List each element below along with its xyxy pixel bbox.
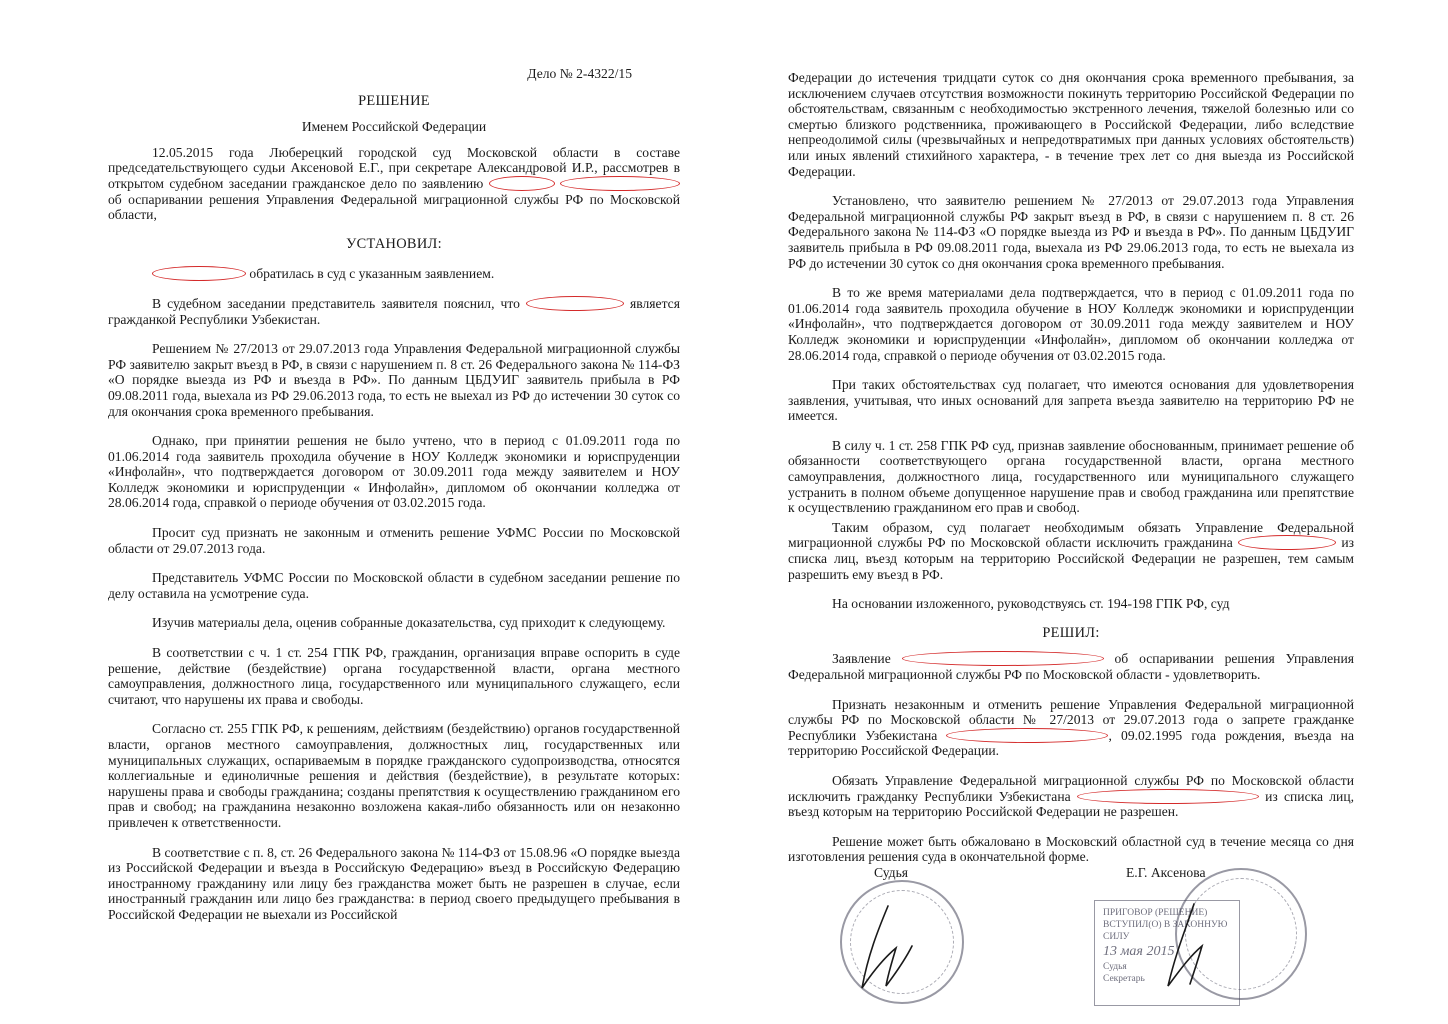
recognize-text-1: Признать незаконным и отменить решение Управления Федеральной миграционной службы РФ по Московской области № 27/2013 от 29.07.2013 года о запрете гражданке Республики Узбекистана [788, 696, 1354, 743]
continuation-paragraph: Федерации до истечения тридцати суток со дня окончания срока временного пребывания, за исключением случаев отсутствия возможности покинуть территорию Российской Федерации по обстоятельствам, связанным с необходимостью экстренного лечения, тяжелой болезнью или со смертью близкого родственника, проживающего в Российской Федерации, либо вследствие непреодолимой силы (чрезвычайных и непредотвратимых при данных условиях обстоятельств) или иных явлений стихийного характера, - в течение трех лет со дня выезда из Российской Федерации. [788, 70, 1354, 179]
recognize-paragraph [788, 697, 1354, 759]
appeal-paragraph: Решение может быть обжаловано в Московский областной суд в течение месяца со дня изготовления решения суда в окончательной форме. [788, 833, 1354, 865]
right-page [724, 0, 1448, 1024]
studied-paragraph: Изучив материалы дела, оценив собранные доказательства, суд приходит к следующему. [152, 615, 666, 631]
statement-paragraph [788, 651, 1354, 682]
intro-text-2: об оспаривании решения Управления Федеральной миграционной службы РФ по Московской области, [108, 191, 680, 223]
representative-paragraph [108, 296, 680, 327]
left-text-column [108, 66, 680, 937]
circumstances-paragraph: При таких обстоятельствах суд полагает, что имеются основания для удовлетворения заявления, учитывая, что иных оснований для запрета въезда заявителю на территорию РФ не имеется. [788, 377, 1354, 424]
judge-signature-left-icon [848, 900, 928, 996]
intro-text-1: 12.05.2015 года Люберецкий городской суд Московской области в составе председательствующего судьи Аксеновой Е.Г., при секретаре Александровой И.Р., рассмотрев в открытом судебном заседании гражданское дело по заявлению [108, 144, 680, 191]
thus-text-2: из списка лиц, въезд которым на территорию Российской Федерации не разрешен, тем самым разрешить ему въезд в РФ. [788, 535, 1354, 582]
however-paragraph: Однако, при принятии решения не было учтено, что в период с 01.09.2011 года по 01.06.2014 года заявитель проходила обучение в НОУ Колледж экономики и юриспруденции «Инфолайн», что подтверждается договором от 30.09.2011 года между заявителем и НОУ Колледж экономики и юриспруденции « Инфолайн», дипломом об окончании колледжа от 28.06.2014 года, справкой о периоде обучения от 03.02.2015 года. [108, 433, 680, 511]
redaction-mark [560, 176, 680, 191]
statement-text-2: об оспаривании решения Управления Федеральной миграционной службы РФ по Московской области - удовлетворить. [788, 651, 1354, 682]
right-text-column [788, 70, 1354, 879]
stamp-line-2: ВСТУПИЛ(О) В ЗАКОННУЮ СИЛУ [1103, 920, 1228, 942]
thus-text-1: Таким образом, суд полагает необходимым обязать Управление Федеральной миграционной службы РФ по Московской области исключить гражданина [788, 519, 1354, 551]
redaction-mark [1077, 789, 1259, 804]
applied-text: обратилась в суд с указанным заявлением. [249, 266, 495, 282]
oblige-paragraph [788, 773, 1354, 820]
stamp-line-5: Секретарь [1103, 974, 1145, 984]
recognize-text-2: , 09.02.1995 года рождения, въезда на территорию Российской Федерации. [788, 727, 1354, 759]
document-title: РЕШЕНИЕ [358, 92, 430, 109]
oblige-text-1: Обязать Управление Федеральной миграционной службы РФ по Московской области исключить гражданку Республики Узбекистана [788, 772, 1354, 804]
redaction-mark [902, 651, 1104, 666]
case-number: Дело № 2-4322/15 [527, 66, 632, 81]
representative-text-2: является гражданкой Республики Узбекистан. [108, 295, 680, 327]
redaction-mark [152, 266, 246, 281]
applied-paragraph [108, 266, 680, 282]
request-paragraph: Просит суд признать не законным и отменить решение УФМС России по Московской области от 29.07.2013 года. [108, 525, 680, 556]
redaction-mark [946, 728, 1108, 743]
decision-paragraph: Решением № 27/2013 от 29.07.2013 года Управления Федеральной миграционной службы РФ заявителю закрыт въезд в РФ, в связи с нарушением п. 8 ст. 26 Федерального закона № 114-ФЗ «О порядке выезда из РФ и въезда в РФ». По данным ЦБДУИГ заявитель прибыла в РФ 09.08.2011 года, выехала из РФ 29.06.2013 года, то есть не выехал из РФ до истечении 30 суток со для окончания срока временного пребывания. [108, 341, 680, 419]
meanwhile-paragraph: В то же время материалами дела подтверждается, что в период с 01.09.2011 года по 01.06.2014 года заявитель проходила обучение в НОУ Колледж экономики и юриспруденции «Инфолайн», что подтверждается договором от 30.09.2011 года между заявителем и НОУ Колледж экономики и юриспруденции «Инфолайн», дипломом об окончании колледжа от 28.06.2014 года, справкой о периоде обучения от 03.02.2015 года. [788, 285, 1354, 363]
article-254-paragraph: В соответствии с ч. 1 ст. 254 ГПК РФ, гражданин, организация вправе оспорить в суде решение, действие (бездействие) органа государственной власти, органа местного самоуправления, должностного лица, государственного или муниципального служащего, если считают, что нарушены их права и свободы. [108, 645, 680, 707]
established-heading: УСТАНОВИЛ: [346, 235, 442, 252]
established-paragraph: Установлено, что заявителю решением № 27/2013 от 29.07.2013 года Управления Федеральной миграционной службы РФ закрыт въезд в РФ, в связи с нарушением п. 8 ст. 26 Федерального закона № 114-ФЗ «О порядке выезда из РФ и въезда в РФ». По данным ЦБДУИГ заявитель прибыла в РФ 09.08.2011 года, выехала из РФ 29.06.2013 года, то есть не выехала из РФ до истечении 30 суток со дня окончания срока временного пребывания. [788, 193, 1354, 271]
stamp-line-4: Судья [1103, 962, 1127, 972]
basis-paragraph: На основании изложенного, руководствуясь ст. 194-198 ГПК РФ, суд [832, 596, 1230, 612]
redaction-mark [1238, 535, 1336, 550]
judge-role-label: Судья [874, 864, 909, 880]
article-258-paragraph: В силу ч. 1 ст. 258 ГПК РФ суд, признав заявление обоснованным, принимает решение об обязанности соответствующего органа государственной власти, органа местного самоуправления, должностного лица, государственного или муниципального служащего устранить в полном объеме допущенное нарушение прав и свобод гражданина или препятствие к осуществлению гражданином его прав и свобод. [788, 437, 1354, 516]
stamp-line-1: ПРИГОВОР (РЕШЕНИЕ) [1103, 908, 1208, 918]
judge-name-label: Е.Г. Аксенова [1126, 864, 1206, 880]
decided-heading: РЕШИЛ: [1042, 624, 1100, 641]
judge-signature-right-icon [1150, 900, 1220, 992]
redaction-mark [489, 176, 555, 191]
oblige-text-2: из списка лиц, въезд которым на территорию Российской Федерации не разрешен. [788, 788, 1354, 820]
article-255-paragraph: Согласно ст. 255 ГПК РФ, к решениям, действиям (бездействию) органов государственной власти, органов местного самоуправления, должностных лиц, государственных или муниципальных служащих, оспариваемым в порядке гражданского судопроизводства, относятся коллегиальные и единоличные решения и действия (бездействие), в результате которых: нарушены права и свободы гражданина; созданы препятствия к осуществлению гражданином его прав и свобод; на гражданина незаконно возложена какая-либо обязанность или он незаконно привлечен к ответственности. [108, 721, 680, 830]
intro-paragraph [108, 145, 680, 223]
law-114fz-paragraph: В соответствие с п. 8, ст. 26 Федерального закона № 114-ФЗ от 15.08.96 «О порядке выезда из Российской Федерации и въезда в Российскую Федерацию» въезд в Российскую Федерацию иностранному гражданину или лицу без гражданства может быть не разрешен в случае, если иностранный гражданин или лицо без гражданства: в период своего предыдущего пребывания в Российской Федерации не выехали из Российской [108, 844, 680, 922]
ufms-paragraph: Представитель УФМС России по Московской области в судебном заседании решение по делу оставила на усмотрение суда. [108, 570, 680, 601]
redaction-mark [526, 296, 624, 311]
left-page [0, 0, 720, 1024]
document-subtitle: Именем Российской Федерации [301, 119, 487, 135]
statement-text-1: Заявление [832, 651, 891, 667]
thus-paragraph [788, 520, 1354, 582]
representative-text-1: В судебном заседании представитель заявителя пояснил, что [152, 295, 520, 311]
stamp-date: 13 мая 2015 [1103, 944, 1175, 959]
